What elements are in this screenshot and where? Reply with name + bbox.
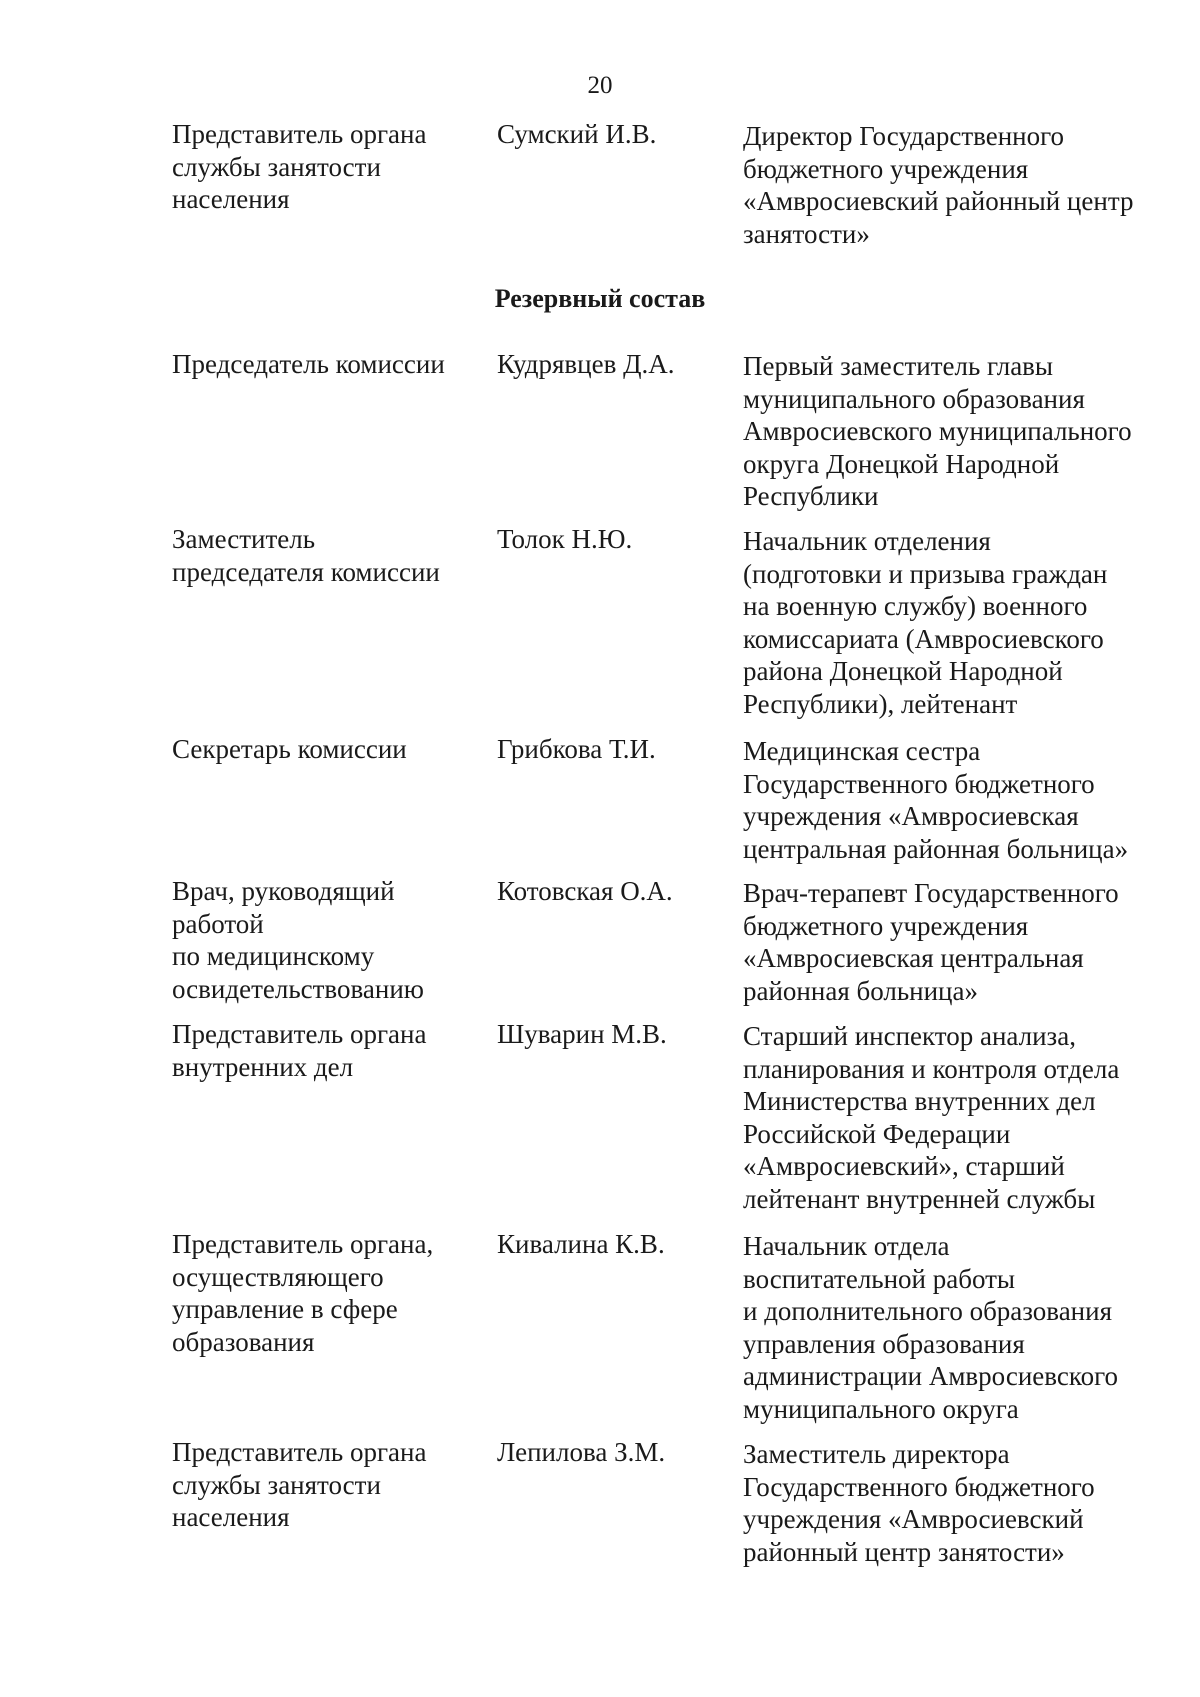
member-name: Толок Н.Ю. bbox=[497, 524, 633, 554]
member-role: Секретарь комиссии bbox=[172, 734, 407, 764]
member-name: Лепилова З.М. bbox=[497, 1437, 666, 1467]
member-role: Врач, руководящий работой по медицинскому освидетельствованию bbox=[172, 876, 424, 1004]
member-position: Начальник отделения (подготовки и призыва граждан на военную службу) военного комиссариата (Амвросиевского района Донецкой Народной Республики), лейтенант bbox=[743, 526, 1108, 719]
member-role: Представитель органа, осуществляющего управление в сфере образования bbox=[172, 1229, 434, 1357]
member-role: Представитель органа службы занятости населения bbox=[172, 119, 427, 214]
member-position: Медицинская сестра Государственного бюджетного учреждения «Амвросиевская центральная районная больница» bbox=[743, 736, 1129, 864]
section-title: Резервный состав bbox=[494, 284, 706, 313]
member-position: Старший инспектор анализа, планирования и контроля отдела Министерства внутренних дел Российской Федерации «Амвросиевский», старший лейтенант внутренней службы bbox=[743, 1021, 1120, 1214]
member-position: Начальник отдела воспитательной работы и дополнительного образования управления образования администрации Амвросиевского муниципального округа bbox=[743, 1231, 1118, 1424]
member-position: Директор Государственного бюджетного учреждения «Амвросиевский районный центр занятости» bbox=[743, 121, 1134, 249]
member-position: Заместитель директора Государственного бюджетного учреждения «Амвросиевский районный центр занятости» bbox=[743, 1439, 1095, 1567]
member-name: Кивалина К.В. bbox=[497, 1229, 665, 1259]
member-name: Шуварин М.В. bbox=[497, 1019, 667, 1049]
member-role: Представитель органа внутренних дел bbox=[172, 1019, 427, 1082]
member-name: Котовская О.А. bbox=[497, 876, 673, 906]
member-role: Председатель комиссии bbox=[172, 349, 445, 379]
page-number: 20 bbox=[587, 72, 613, 99]
member-name: Сумский И.В. bbox=[497, 119, 657, 149]
member-position: Врач-терапевт Государственного бюджетного учреждения «Амвросиевская центральная районная больница» bbox=[743, 878, 1119, 1006]
member-position: Первый заместитель главы муниципального образования Амвросиевского муниципального округа Донецкой Народной Республики bbox=[743, 351, 1132, 511]
member-name: Кудрявцев Д.А. bbox=[497, 349, 675, 379]
member-role: Заместитель председателя комиссии bbox=[172, 524, 440, 587]
member-role: Представитель органа службы занятости населения bbox=[172, 1437, 427, 1532]
member-name: Грибкова Т.И. bbox=[497, 734, 656, 764]
